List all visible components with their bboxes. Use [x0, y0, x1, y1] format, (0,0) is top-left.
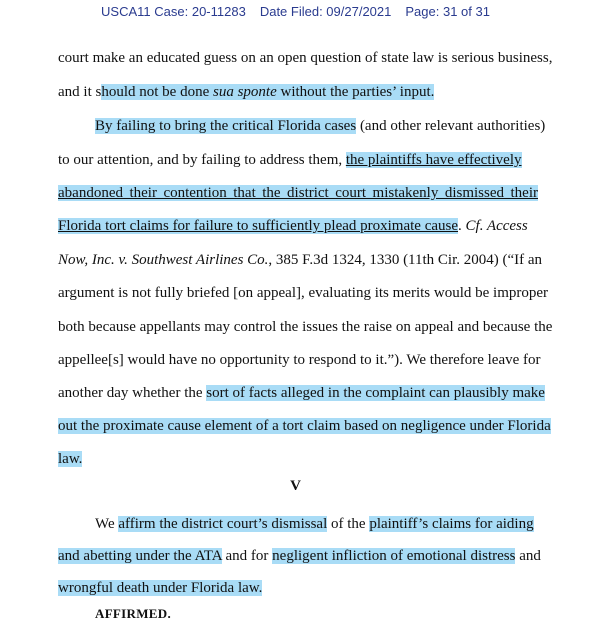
text-run: argument is not fully briefed [on appeal], evaluating its merits would be improper: [58, 285, 549, 301]
text-run: court make an educated guess on an open question of state law is serious business,: [58, 50, 553, 66]
paragraph-line: [58, 150, 538, 170]
paragraph-line: [58, 48, 553, 68]
text-run: hould not be done: [101, 84, 213, 100]
highlighted-text: [101, 84, 434, 100]
text-run: and it s: [58, 84, 102, 100]
highlighted-text: negligent infliction of emotional distress: [272, 548, 516, 564]
date-filed: Date Filed: 09/27/2021: [259, 4, 392, 19]
italic-text: sua sponte: [213, 84, 277, 100]
case-number: USCA11 Case: 20-11283: [101, 4, 246, 19]
text-run: (and other relevant authorities): [356, 118, 546, 134]
text-run: without the parties’ input.: [276, 84, 435, 100]
paragraph-line: [58, 350, 541, 370]
text-run: and: [515, 548, 541, 564]
paragraph-line: [95, 514, 538, 534]
page-number: Page: 31 of 31: [405, 4, 490, 19]
text-run: , 385 F.3d 1324, 1330 (11th Cir. 2004) (“If an: [268, 252, 543, 268]
highlighted-text: plaintiff’s claims for aiding: [369, 516, 534, 532]
italic-text: Now, Inc. v. Southwest Airlines Co.: [58, 252, 269, 268]
paragraph-line: [95, 116, 546, 136]
paragraph-line: [58, 250, 543, 270]
highlighted-text: and abetting under the ATA: [58, 548, 222, 564]
text-run: We: [95, 516, 119, 532]
highlighted-text: out the proximate cause element of a tort claim based on negligence under Florida: [58, 418, 551, 434]
highlighted-text: abandoned their contention that the district court mistakenly dismissed their: [58, 185, 538, 201]
affirmed-closing: AFFIRMED.: [95, 606, 171, 621]
text-run: both because appellants may control the issues the raise on appeal and because the: [58, 319, 553, 335]
highlighted-text: law.: [58, 451, 83, 467]
text-run: and for: [221, 548, 273, 564]
paragraph-line: [58, 416, 551, 436]
section-heading: V: [290, 478, 301, 494]
italic-text: Cf. Access: [465, 218, 528, 234]
text-run: of the: [327, 516, 370, 532]
highlighted-text: By failing to bring the critical Florida cases: [95, 118, 357, 134]
paragraph-line: [58, 216, 538, 236]
paragraph-line: [58, 283, 549, 303]
highlighted-text: Florida tort claims for failure to sufficiently plead proximate cause: [58, 218, 459, 234]
highlighted-text: affirm the district court’s dismissal: [118, 516, 328, 532]
paragraph-line: [58, 578, 538, 598]
text-run: appellee[s] would have no opportunity to respond to it.”). We therefore leave for: [58, 352, 541, 368]
text-run: to our attention, and by failing to address them,: [58, 152, 346, 168]
paragraph-line: [58, 183, 538, 203]
text-run: .: [458, 218, 466, 234]
paragraph-line: [58, 546, 541, 566]
highlighted-text: sort of facts alleged in the complaint can plausibly make: [206, 385, 545, 401]
paragraph-line: [58, 317, 553, 337]
paragraph-line: [58, 383, 545, 403]
text-run: another day whether the: [58, 385, 207, 401]
paragraph-line: [58, 449, 538, 469]
highlighted-text: wrongful death under Florida law.: [58, 580, 263, 596]
page-header: [0, 4, 591, 19]
highlighted-text: the plaintiffs have effectively: [345, 152, 522, 168]
paragraph-line: [58, 82, 538, 102]
